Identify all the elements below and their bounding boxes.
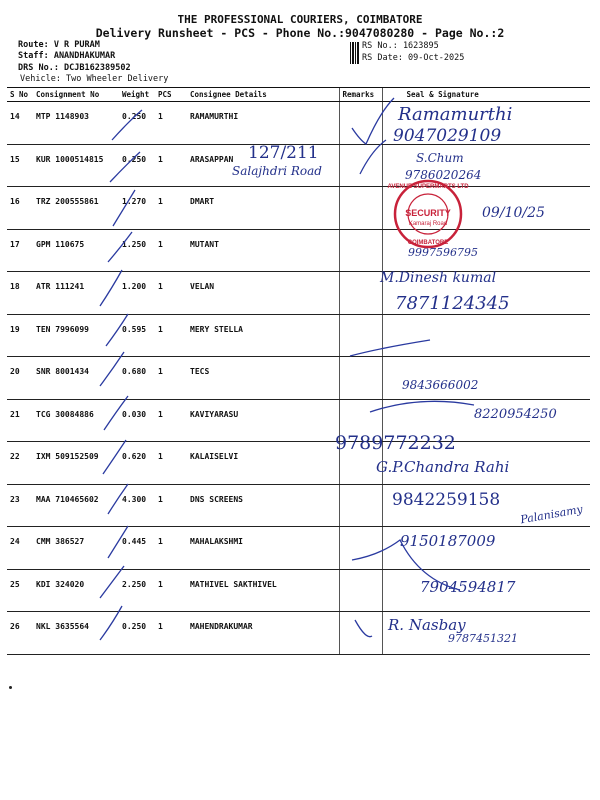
cell-pcs: 1 — [155, 229, 187, 272]
cell-consignee: MAHALAKSHMI — [187, 527, 339, 570]
cell-consignment: TRZ 200555861 — [33, 187, 119, 230]
drs-number: DRS No.: DCJB162389502 — [18, 63, 131, 73]
col-pcs: PCS — [155, 88, 187, 102]
col-signature: Seal & Signature — [382, 88, 590, 102]
cell-consignee: KAVIYARASU — [187, 399, 339, 442]
cell-consignment: KDI 324020 — [33, 569, 119, 612]
cell-weight: 0.030 — [119, 399, 155, 442]
cell-consignee: DMART — [187, 187, 339, 230]
handwritten-date: 09/10/25 — [482, 205, 545, 221]
cell-sno: 25 — [7, 569, 33, 612]
handwritten-phone: 9843666002 — [402, 378, 479, 392]
handwritten-sign: S.Chum — [416, 151, 464, 165]
cell-pcs: 1 — [155, 399, 187, 442]
cell-pcs: 1 — [155, 272, 187, 315]
cell-pcs: 1 — [155, 357, 187, 400]
col-remarks: Remarks — [339, 88, 382, 102]
cell-remarks — [339, 612, 382, 655]
handwritten-phone: 9150187009 — [400, 532, 496, 550]
cell-sno: 20 — [7, 357, 33, 400]
handwritten-phone: 7904594817 — [420, 578, 516, 596]
table-row — [7, 527, 590, 570]
ink-dot — [9, 686, 12, 689]
cell-weight: 0.620 — [119, 442, 155, 485]
col-consignment: Consignment No — [33, 88, 119, 102]
cell-consignee: KALAISELVI — [187, 442, 339, 485]
handwritten-phone: 7871124345 — [395, 293, 510, 314]
route-label: Route: V R PURAM — [18, 40, 100, 50]
cell-consignment: GPM 110675 — [33, 229, 119, 272]
col-sno: S No — [7, 88, 33, 102]
cell-remarks — [339, 272, 382, 315]
cell-pcs: 1 — [155, 314, 187, 357]
cell-signature — [382, 314, 590, 357]
cell-consignee: ARASAPPAN — [187, 144, 339, 187]
cell-sno: 17 — [7, 229, 33, 272]
handwritten-road: Salajhdri Road — [232, 164, 322, 178]
rs-number: RS No.: 1623895 — [362, 41, 439, 51]
cell-sno: 15 — [7, 144, 33, 187]
cell-sno: 24 — [7, 527, 33, 570]
cell-pcs: 1 — [155, 612, 187, 655]
cell-weight: 1.250 — [119, 229, 155, 272]
cell-sno: 23 — [7, 484, 33, 527]
cell-consignment: IXM 509152509 — [33, 442, 119, 485]
cell-sno: 22 — [7, 442, 33, 485]
stamp-bottom-text: COIMBATORE — [407, 240, 449, 246]
cell-consignment: SNR 8001434 — [33, 357, 119, 400]
handwritten-name: R. Nasbay — [388, 616, 466, 634]
barcode-icon — [350, 42, 360, 64]
cell-weight: 2.250 — [119, 569, 155, 612]
table-row — [7, 357, 590, 400]
cell-consignee: TECS — [187, 357, 339, 400]
cell-weight: 1.270 — [119, 187, 155, 230]
handwritten-name: G.P.Chandra Rahi — [376, 458, 510, 476]
handwritten-date: 127/211 — [248, 143, 319, 163]
cell-sno: 16 — [7, 187, 33, 230]
cell-weight: 0.250 — [119, 612, 155, 655]
security-seal-stamp — [387, 178, 469, 250]
cell-consignee: MATHIVEL SAKTHIVEL — [187, 569, 339, 612]
cell-remarks — [339, 187, 382, 230]
cell-remarks — [339, 144, 382, 187]
table-row — [7, 314, 590, 357]
handwritten-phone: 9047029109 — [393, 126, 502, 146]
cell-pcs: 1 — [155, 484, 187, 527]
rs-date: RS Date: 09-Oct-2025 — [362, 53, 465, 63]
cell-consignment: MAA 710465602 — [33, 484, 119, 527]
cell-pcs: 1 — [155, 102, 187, 145]
cell-weight: 0.250 — [119, 144, 155, 187]
cell-remarks — [339, 314, 382, 357]
cell-sno: 26 — [7, 612, 33, 655]
cell-consignee: MERY STELLA — [187, 314, 339, 357]
cell-pcs: 1 — [155, 442, 187, 485]
cell-weight: 1.200 — [119, 272, 155, 315]
cell-consignment: ATR 111241 — [33, 272, 119, 315]
cell-remarks — [339, 527, 382, 570]
cell-pcs: 1 — [155, 569, 187, 612]
cell-weight: 0.595 — [119, 314, 155, 357]
stamp-sub-text: Kamaraj Road — [408, 221, 448, 227]
table-row — [7, 484, 590, 527]
cell-weight: 0.680 — [119, 357, 155, 400]
cell-weight: 0.445 — [119, 527, 155, 570]
cell-consignee: RAMAMURTHI — [187, 102, 339, 145]
company-title: THE PROFESSIONAL COURIERS, COIMBATORE — [177, 13, 423, 26]
handwritten-name: M.Dinesh kumal — [380, 270, 497, 286]
cell-consignment: MTP 1148903 — [33, 102, 119, 145]
cell-consignee: DNS SCREENS — [187, 484, 339, 527]
cell-consignment: KUR 1000514815 — [33, 144, 119, 187]
cell-remarks — [339, 102, 382, 145]
handwritten-phone: 8220954250 — [474, 407, 557, 422]
cell-consignment: TEN 7996099 — [33, 314, 119, 357]
vehicle-label: Vehicle: Two Wheeler Delivery — [20, 74, 169, 84]
stamp-top-text: AVENUE SUPERMARTS LTD — [387, 184, 469, 190]
cell-sno: 19 — [7, 314, 33, 357]
cell-consignee: MAHENDRAKUMAR — [187, 612, 339, 655]
cell-consignee: MUTANT — [187, 229, 339, 272]
handwritten-phone: 9787451321 — [448, 632, 518, 645]
stamp-mid-text: SECURITY — [405, 208, 451, 218]
cell-weight: 4.300 — [119, 484, 155, 527]
cell-pcs: 1 — [155, 187, 187, 230]
cell-weight: 0.250 — [119, 102, 155, 145]
cell-consignment: TCG 30084886 — [33, 399, 119, 442]
cell-sno: 14 — [7, 102, 33, 145]
cell-remarks — [339, 484, 382, 527]
cell-sno: 18 — [7, 272, 33, 315]
staff-label: Staff: ANANDHAKUMAR — [18, 51, 116, 61]
cell-consignment: CMM 386527 — [33, 527, 119, 570]
table-row — [7, 229, 590, 272]
handwritten-phone: 9789772232 — [335, 432, 456, 454]
handwritten-name: Palanisamy — [519, 502, 584, 527]
cell-pcs: 1 — [155, 527, 187, 570]
table-header-row — [7, 88, 590, 102]
handwritten-name: Ramamurthi — [398, 104, 513, 125]
cell-consignment: NKL 3635564 — [33, 612, 119, 655]
cell-pcs: 1 — [155, 144, 187, 187]
cell-remarks — [339, 569, 382, 612]
handwritten-phone: 9997596795 — [408, 246, 478, 259]
handwritten-phone: 9842259158 — [392, 490, 501, 510]
col-weight: Weight — [119, 88, 155, 102]
cell-remarks — [339, 229, 382, 272]
runsheet-subtitle: Delivery Runsheet - PCS - Phone No.:9047080280 - Page No.:2 — [95, 26, 505, 40]
cell-consignee: VELAN — [187, 272, 339, 315]
handwritten-phone: 9786020264 — [405, 168, 482, 182]
col-consignee: Consignee Details — [187, 88, 339, 102]
cell-remarks — [339, 357, 382, 400]
cell-sno: 21 — [7, 399, 33, 442]
